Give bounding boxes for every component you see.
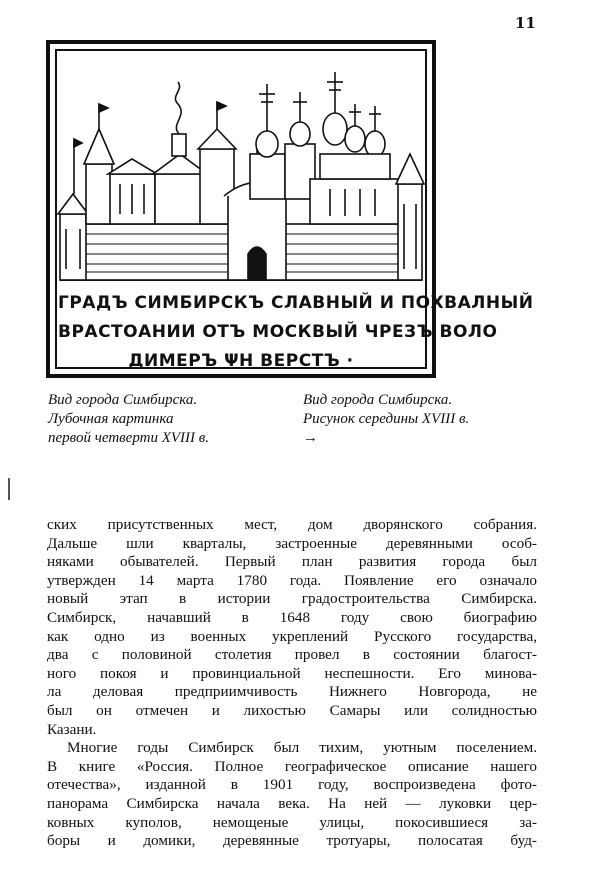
text-line: Казани. xyxy=(47,720,97,738)
scan-artifact-mark xyxy=(8,478,10,500)
caption-line: Вид города Симбирска. xyxy=(303,392,453,408)
inscription-line: ВРАСТОАНИИ ОТЪ МОСКВЫЙ ЧРЕЗЪ ВОЛО xyxy=(58,322,498,342)
text-line: боры и домики, деревянные тротуары, полосатая буд- xyxy=(47,832,537,850)
text-line: Дальше шли кварталы, застроенные деревянными особ- xyxy=(47,534,537,552)
text-line: как одно из военных укреплений Русского государства, xyxy=(47,627,537,645)
text-line: утвержден 14 марта 1780 года. Появление его означало xyxy=(47,571,537,589)
caption-line: Лубочная картинка xyxy=(48,411,174,427)
text-line: новый этап в истории градостроительства Симбирска. xyxy=(47,590,537,608)
text-line: ских присутственных мест, дом дворянского собрания. xyxy=(47,516,537,533)
inscription-line: ГРАДЪ СИМБИРСКЪ СЛАВНЫЙ И ПОХВАЛНЫЙ xyxy=(58,293,534,313)
text-line: панорама Симбирска начала века. На ней — луковки цер- xyxy=(47,794,537,812)
page-number: 11 xyxy=(515,14,536,32)
text-line: отечества», изданной в 1901 году, воспроизведена фото- xyxy=(47,776,537,794)
text-line: ковных куполов, немощеные улицы, покосившиеся за- xyxy=(47,813,537,831)
inscription-line: ДИМЕРЪ ΨН ВЕРСТЪ · xyxy=(128,351,354,371)
text-line: В книге «Россия. Полное географическое описание нашего xyxy=(47,757,537,775)
body-text xyxy=(47,516,537,851)
woodcut-illustration xyxy=(46,40,534,378)
text-line: два с половиной столетия провел в состоянии благост- xyxy=(47,646,537,664)
arrow-right-icon: → xyxy=(303,430,318,446)
caption-line: Рисунок середины XVIII в. xyxy=(303,411,470,427)
woodcut-inscription xyxy=(58,289,534,376)
caption-line: Вид города Симбирска. xyxy=(48,392,198,408)
text-line: няками обывателей. Первый план развития города был xyxy=(47,553,537,571)
caption-line: первой четверти XVIII в. xyxy=(48,430,210,446)
caption-right xyxy=(303,391,469,448)
text-line: был он отмечен и лихостью Самары или солидностью xyxy=(47,701,537,719)
text-line: Симбирск, начавший в 1648 году свою биографию xyxy=(47,608,537,626)
caption-left xyxy=(48,391,209,448)
text-line: ла деловая предприимчивость Нижнего Новгорода, не xyxy=(47,683,537,701)
text-line: Многие годы Симбирск был тихим, уютным поселением. xyxy=(67,739,537,757)
text-line: ного покоя и провинциальной неспешности. Его минова- xyxy=(47,664,537,682)
